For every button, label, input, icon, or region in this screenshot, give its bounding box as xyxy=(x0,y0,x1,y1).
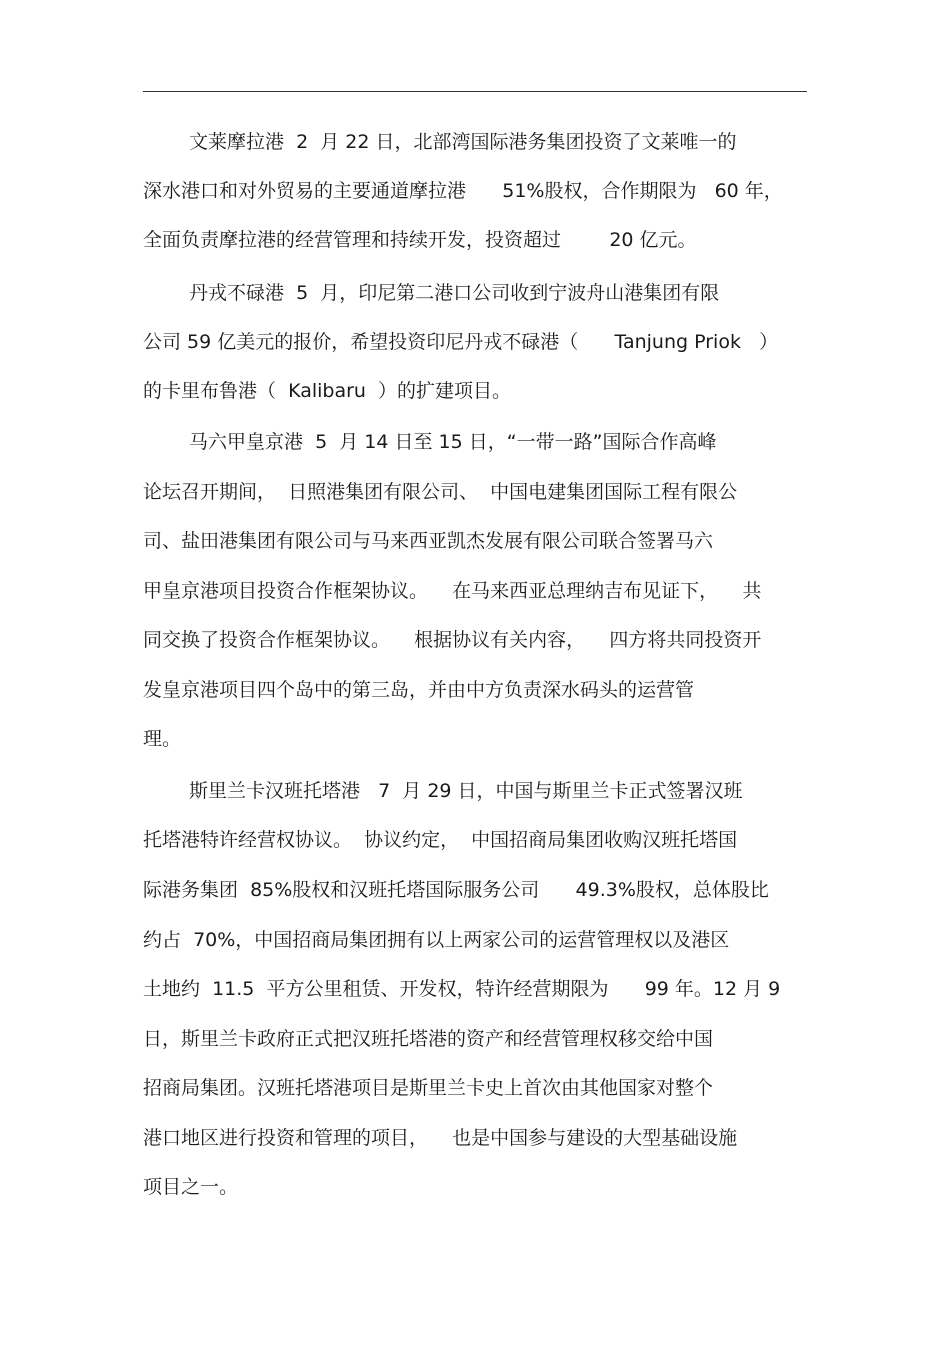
text-line: 的卡里布鲁港（ Kalibaru ）的扩建项目。 xyxy=(143,380,512,402)
text-line: 项目之一。 xyxy=(143,1176,239,1198)
text-line: 发皇京港项目四个岛中的第三岛，并由中方负责深水码头的运营管 xyxy=(143,679,695,701)
text-line: 深水港口和对外贸易的主要通道摩拉港 51%股权，合作期限为 60 年， xyxy=(143,180,783,202)
text-line: 文莱摩拉港 2 月 22 日，北部湾国际港务集团投资了文莱唯一的 xyxy=(189,131,737,153)
text-line: 甲皇京港项目投资合作框架协议。 在马来西亚总理纳吉布见证下， 共 xyxy=(143,580,762,602)
text-line: 丹戎不碌港 5 月，印尼第二港口公司收到宁波舟山港集团有限 xyxy=(189,282,720,304)
text-line: 土地约 11.5 平方公里租赁、开发权，特许经营期限为 99 年。12 月 9 xyxy=(143,978,781,1000)
text-line: 司、盐田港集团有限公司与马来西亚凯杰发展有限公司联合签署马六 xyxy=(143,530,714,552)
header-rule xyxy=(143,91,807,92)
text-line: 公司 59 亿美元的报价，希望投资印尼丹戎不碌港（ Tanjung Priok ） xyxy=(143,331,779,353)
text-line: 约占 70%，中国招商局集团拥有以上两家公司的运营管理权以及港区 xyxy=(143,929,730,951)
text-line: 马六甲皇京港 5 月 14 日至 15 日，“一带一路”国际合作高峰 xyxy=(189,431,717,453)
text-line: 同交换了投资合作框架协议。 根据协议有关内容， 四方将共同投资开 xyxy=(143,629,762,651)
text-line: 港口地区进行投资和管理的项目， 也是中国参与建设的大型基础设施 xyxy=(143,1127,738,1149)
text-line: 际港务集团 85%股权和汉班托塔国际服务公司 49.3%股权，总体股比 xyxy=(143,879,769,901)
text-line: 托塔港特许经营权协议。 协议约定， 中国招商局集团收购汉班托塔国 xyxy=(143,829,738,851)
text-line: 论坛召开期间， 日照港集团有限公司、 中国电建集团国际工程有限公 xyxy=(143,481,738,503)
text-line: 日，斯里兰卡政府正式把汉班托塔港的资产和经营管理权移交给中国 xyxy=(143,1028,714,1050)
text-line: 斯里兰卡汉班托塔港 7 月 29 日，中国与斯里兰卡正式签署汉班 xyxy=(189,780,743,802)
text-line: 招商局集团。汉班托塔港项目是斯里兰卡史上首次由其他国家对整个 xyxy=(143,1077,714,1099)
text-line: 全面负责摩拉港的经营管理和持续开发，投资超过 20 亿元。 xyxy=(143,229,697,251)
text-line: 理。 xyxy=(143,728,182,750)
